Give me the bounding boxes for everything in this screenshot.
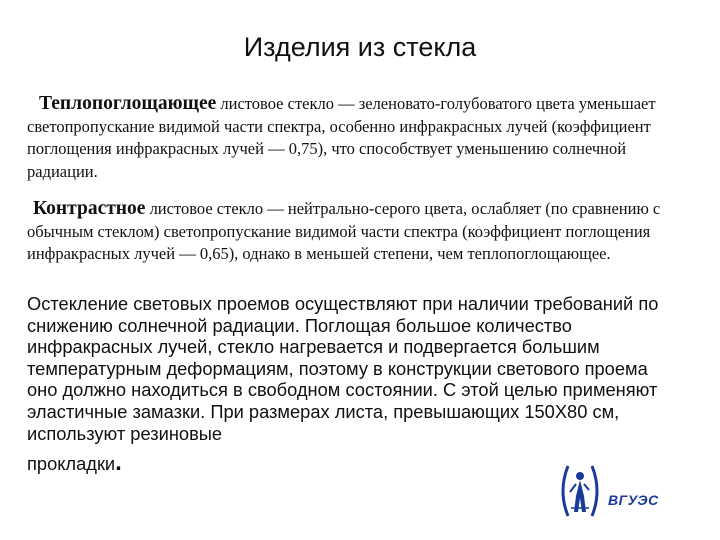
logo-text: ВГУЭС: [608, 492, 659, 508]
paragraph-text: листовое стекло — нейтрально-серого цвета, ослабляет (по сравнению с обычным стеклом) светопропускание видимой части спектра (коэффициент поглощения инфракрасных лучей — 0,65), однако в меньшей степени, чем теплопоглощающее.: [27, 199, 661, 263]
paragraph-contrast: [27, 198, 677, 266]
page-title: Изделия из стекла: [243, 32, 477, 62]
paragraph-heat-absorbing: [27, 93, 677, 183]
main-text: Остекление световых проемов осуществляют при наличии требований по снижению солнечной радиации. Поглощая большое количество инфракрасных лучей, стекло нагревается и подвергается большим температурным деформациям, поэтому в конструкции светового проема оно должно находиться в свободном состоянии. С этой целью применяют эластичные замазки. При размерах листа, превышающих 150Х80 см, используют резиновые: [27, 293, 659, 444]
paragraph-text: листовое стекло — зеленовато-голубоватого цвета уменьшает светопропускание видимой части спектра, особенно инфракрасных лучей (коэффициент поглощения инфракрасных лучей — 0,75), что способствует уменьшению солнечной радиации.: [27, 94, 656, 181]
final-period: .: [115, 449, 122, 477]
term-heat-absorbing: Теплопоглощающее: [39, 93, 217, 114]
university-emblem-icon: [556, 462, 676, 520]
main-paragraph: [27, 293, 677, 475]
main-text-last: прокладки: [27, 453, 116, 475]
term-contrast: Контрастное: [33, 198, 146, 219]
